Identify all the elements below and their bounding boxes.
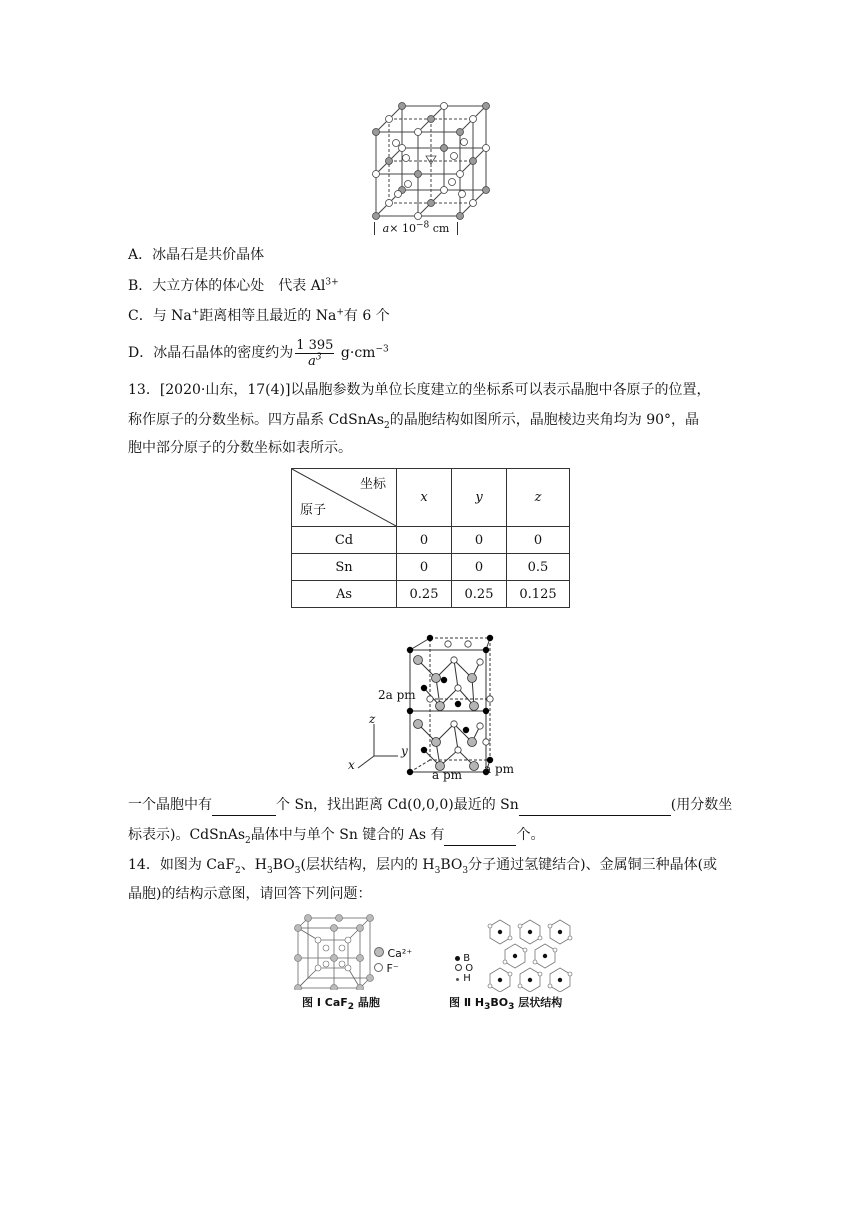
density-unit-exp: −3 xyxy=(375,344,389,355)
option-c-sup2: + xyxy=(336,307,344,318)
q14-sub: 2 xyxy=(235,865,241,876)
ans2-pre: 标表示)。CdSnAs xyxy=(128,827,246,843)
table-header-row xyxy=(292,469,570,527)
h3bo3-legend xyxy=(455,954,473,984)
option-a-text: A．冰晶石是共价晶体 xyxy=(128,247,265,263)
h3bo3-layer-figure xyxy=(470,912,580,992)
scale-mult: × 10 xyxy=(389,222,416,235)
cell-value: 0.5 xyxy=(507,554,570,581)
cell-value: 0.25 xyxy=(397,581,452,608)
ans2-mid: 晶体中与单个 Sn 键合的 As 有 xyxy=(250,827,445,843)
caption-fig2-post: 层状结构 xyxy=(514,996,563,1009)
option-a xyxy=(128,245,264,265)
denominator-base: a xyxy=(308,353,316,369)
header-atom-label: 原子 xyxy=(300,503,327,518)
option-c-text1: C．与 Na xyxy=(128,308,192,324)
row-atom-as: As xyxy=(292,581,397,608)
q14-sub: 3 xyxy=(434,865,441,876)
cell-value: 0 xyxy=(452,527,507,554)
fraction-numerator: 1 395 xyxy=(296,337,334,353)
legend-o-label: O xyxy=(465,963,474,974)
fraction-denominator xyxy=(295,354,334,369)
cell-value: 0 xyxy=(397,527,452,554)
label-a-pm-bottom: a pm xyxy=(432,768,463,782)
caption-fig1-post: 晶胞 xyxy=(354,996,380,1009)
q14-text5: BO xyxy=(440,857,463,873)
option-d xyxy=(128,336,389,370)
caption-fig1-pre: 图 Ⅰ CaF xyxy=(302,996,348,1009)
q14-text3: BO xyxy=(272,857,295,873)
caption-fig2-mid: BO xyxy=(490,996,509,1009)
q14-text2: 、H xyxy=(240,857,267,873)
legend-f xyxy=(374,962,399,975)
caption-fig2-sub: 3 xyxy=(484,1002,491,1013)
cell-value: 0.125 xyxy=(507,581,570,608)
cryolite-unit-cell-figure xyxy=(366,98,496,238)
row-atom-sn: Sn xyxy=(292,554,397,581)
f-ion-icon xyxy=(374,963,383,972)
fractional-coordinates-table xyxy=(291,468,570,608)
axis-z-label: z xyxy=(369,712,376,726)
scale-unit: cm xyxy=(429,222,450,235)
ans2-sub: 2 xyxy=(245,835,251,846)
axis-x-label: x xyxy=(348,758,355,772)
legend-h-label: H xyxy=(463,973,471,984)
q13-line2-post: 的晶胞结构如图所示，晶胞棱边夹角均为 90°，晶 xyxy=(389,412,700,428)
ans2-post: 个。 xyxy=(516,827,545,843)
legend-h xyxy=(455,974,473,984)
row-atom-cd: Cd xyxy=(292,527,397,554)
option-b-text2: 代表 Al xyxy=(278,278,326,294)
legend-f-label: F⁻ xyxy=(386,962,399,975)
answer-blank-sn-count[interactable] xyxy=(212,795,276,816)
q14-line2-text: 晶胞)的结构示意图，请回答下列问题： xyxy=(128,886,372,902)
cell-value: 0 xyxy=(397,554,452,581)
legend-b-label: B xyxy=(463,953,471,964)
option-c-text2: 距离相等且最近的 Na xyxy=(199,308,337,324)
option-c-text3: 有 6 个 xyxy=(343,308,390,324)
label-a-pm-side: a pm xyxy=(484,762,515,776)
caf2-unit-cell-figure xyxy=(294,914,374,990)
caption-fig2-pre: 图 Ⅱ H xyxy=(449,996,485,1009)
answer-blank-as-count[interactable] xyxy=(444,825,516,846)
legend-ca-label: Ca²⁺ xyxy=(387,947,413,960)
option-d-text: D．冰晶石晶体的密度约为 xyxy=(128,345,294,361)
q14-sub: 3 xyxy=(294,865,301,876)
col-header-x: x xyxy=(397,469,452,527)
caption-fig2-sub: 3 xyxy=(508,1002,515,1013)
q14-line1 xyxy=(128,855,717,875)
q14-text6: 分子通过氢键结合)、金属铜三种晶体(或 xyxy=(468,857,718,873)
option-c-sup1: + xyxy=(191,307,200,318)
scale-var: a xyxy=(382,222,390,235)
q14-sub: 3 xyxy=(267,865,273,876)
table-row xyxy=(292,554,570,581)
q13-line2-sub: 2 xyxy=(384,420,390,431)
hydrogen-dot-icon xyxy=(456,978,459,981)
legend-ca xyxy=(374,947,412,960)
denominator-exp: 3 xyxy=(315,352,322,363)
oxygen-circle-icon xyxy=(455,964,462,971)
density-fraction xyxy=(295,338,334,369)
caption-fig1 xyxy=(302,994,380,1013)
ans1-mid: 个 Sn，找出距离 Cd(0,0,0)最近的 Sn xyxy=(276,797,519,813)
option-c xyxy=(128,306,390,326)
table-row xyxy=(292,581,570,608)
ans1-post: (用分数坐 xyxy=(670,797,733,813)
density-unit: g·cm xyxy=(340,345,376,361)
cell-value: 0 xyxy=(452,554,507,581)
q13-line2-pre: 称作原子的分数坐标。四方晶系 CdSnAs xyxy=(128,412,385,428)
cell-value: 0 xyxy=(507,527,570,554)
cell-value: 0.25 xyxy=(452,581,507,608)
q13-line2 xyxy=(128,410,699,430)
option-b-text1: B．大立方体的体心处 xyxy=(128,278,265,294)
scale-exp: −8 xyxy=(415,220,430,231)
q13-line1 xyxy=(128,380,710,400)
cdsnas2-unit-cell-figure xyxy=(340,632,530,782)
option-b xyxy=(128,276,339,296)
caption-fig1-sub: 2 xyxy=(347,1002,355,1013)
q13-line3-text: 胞中部分原子的分数坐标如表所示。 xyxy=(128,440,352,456)
ca-ion-icon xyxy=(374,947,384,957)
table-row xyxy=(292,527,570,554)
ans1-pre: 一个晶胞中有 xyxy=(128,797,212,813)
q13-answer-line2 xyxy=(128,825,544,846)
q14-line2 xyxy=(128,884,371,904)
col-header-y: y xyxy=(452,469,507,527)
q14-text1: 14．如图为 CaF xyxy=(128,857,236,873)
col-header-z: z xyxy=(507,469,570,527)
answer-blank-sn-coord[interactable] xyxy=(519,795,671,816)
label-2a-pm: 2a pm xyxy=(378,688,416,702)
diagonal-header-cell xyxy=(292,469,397,527)
q13-line1-text: 13．[2020·山东，17(4)]以晶胞参数为单位长度建立的坐标系可以表示晶胞中各原子的位置， xyxy=(128,382,711,398)
axis-y-label: y xyxy=(401,744,408,758)
q13-answer-line1 xyxy=(128,795,732,816)
q14-text4: (层状结构，层内的 H xyxy=(300,857,435,873)
q14-sub: 3 xyxy=(462,865,469,876)
boron-dot-icon xyxy=(455,956,460,961)
cryolite-scale-label xyxy=(374,222,458,235)
header-coord-label: 坐标 xyxy=(359,477,386,492)
caption-fig2 xyxy=(449,994,563,1013)
option-b-sup: 3+ xyxy=(325,277,339,288)
q13-line3 xyxy=(128,438,352,458)
